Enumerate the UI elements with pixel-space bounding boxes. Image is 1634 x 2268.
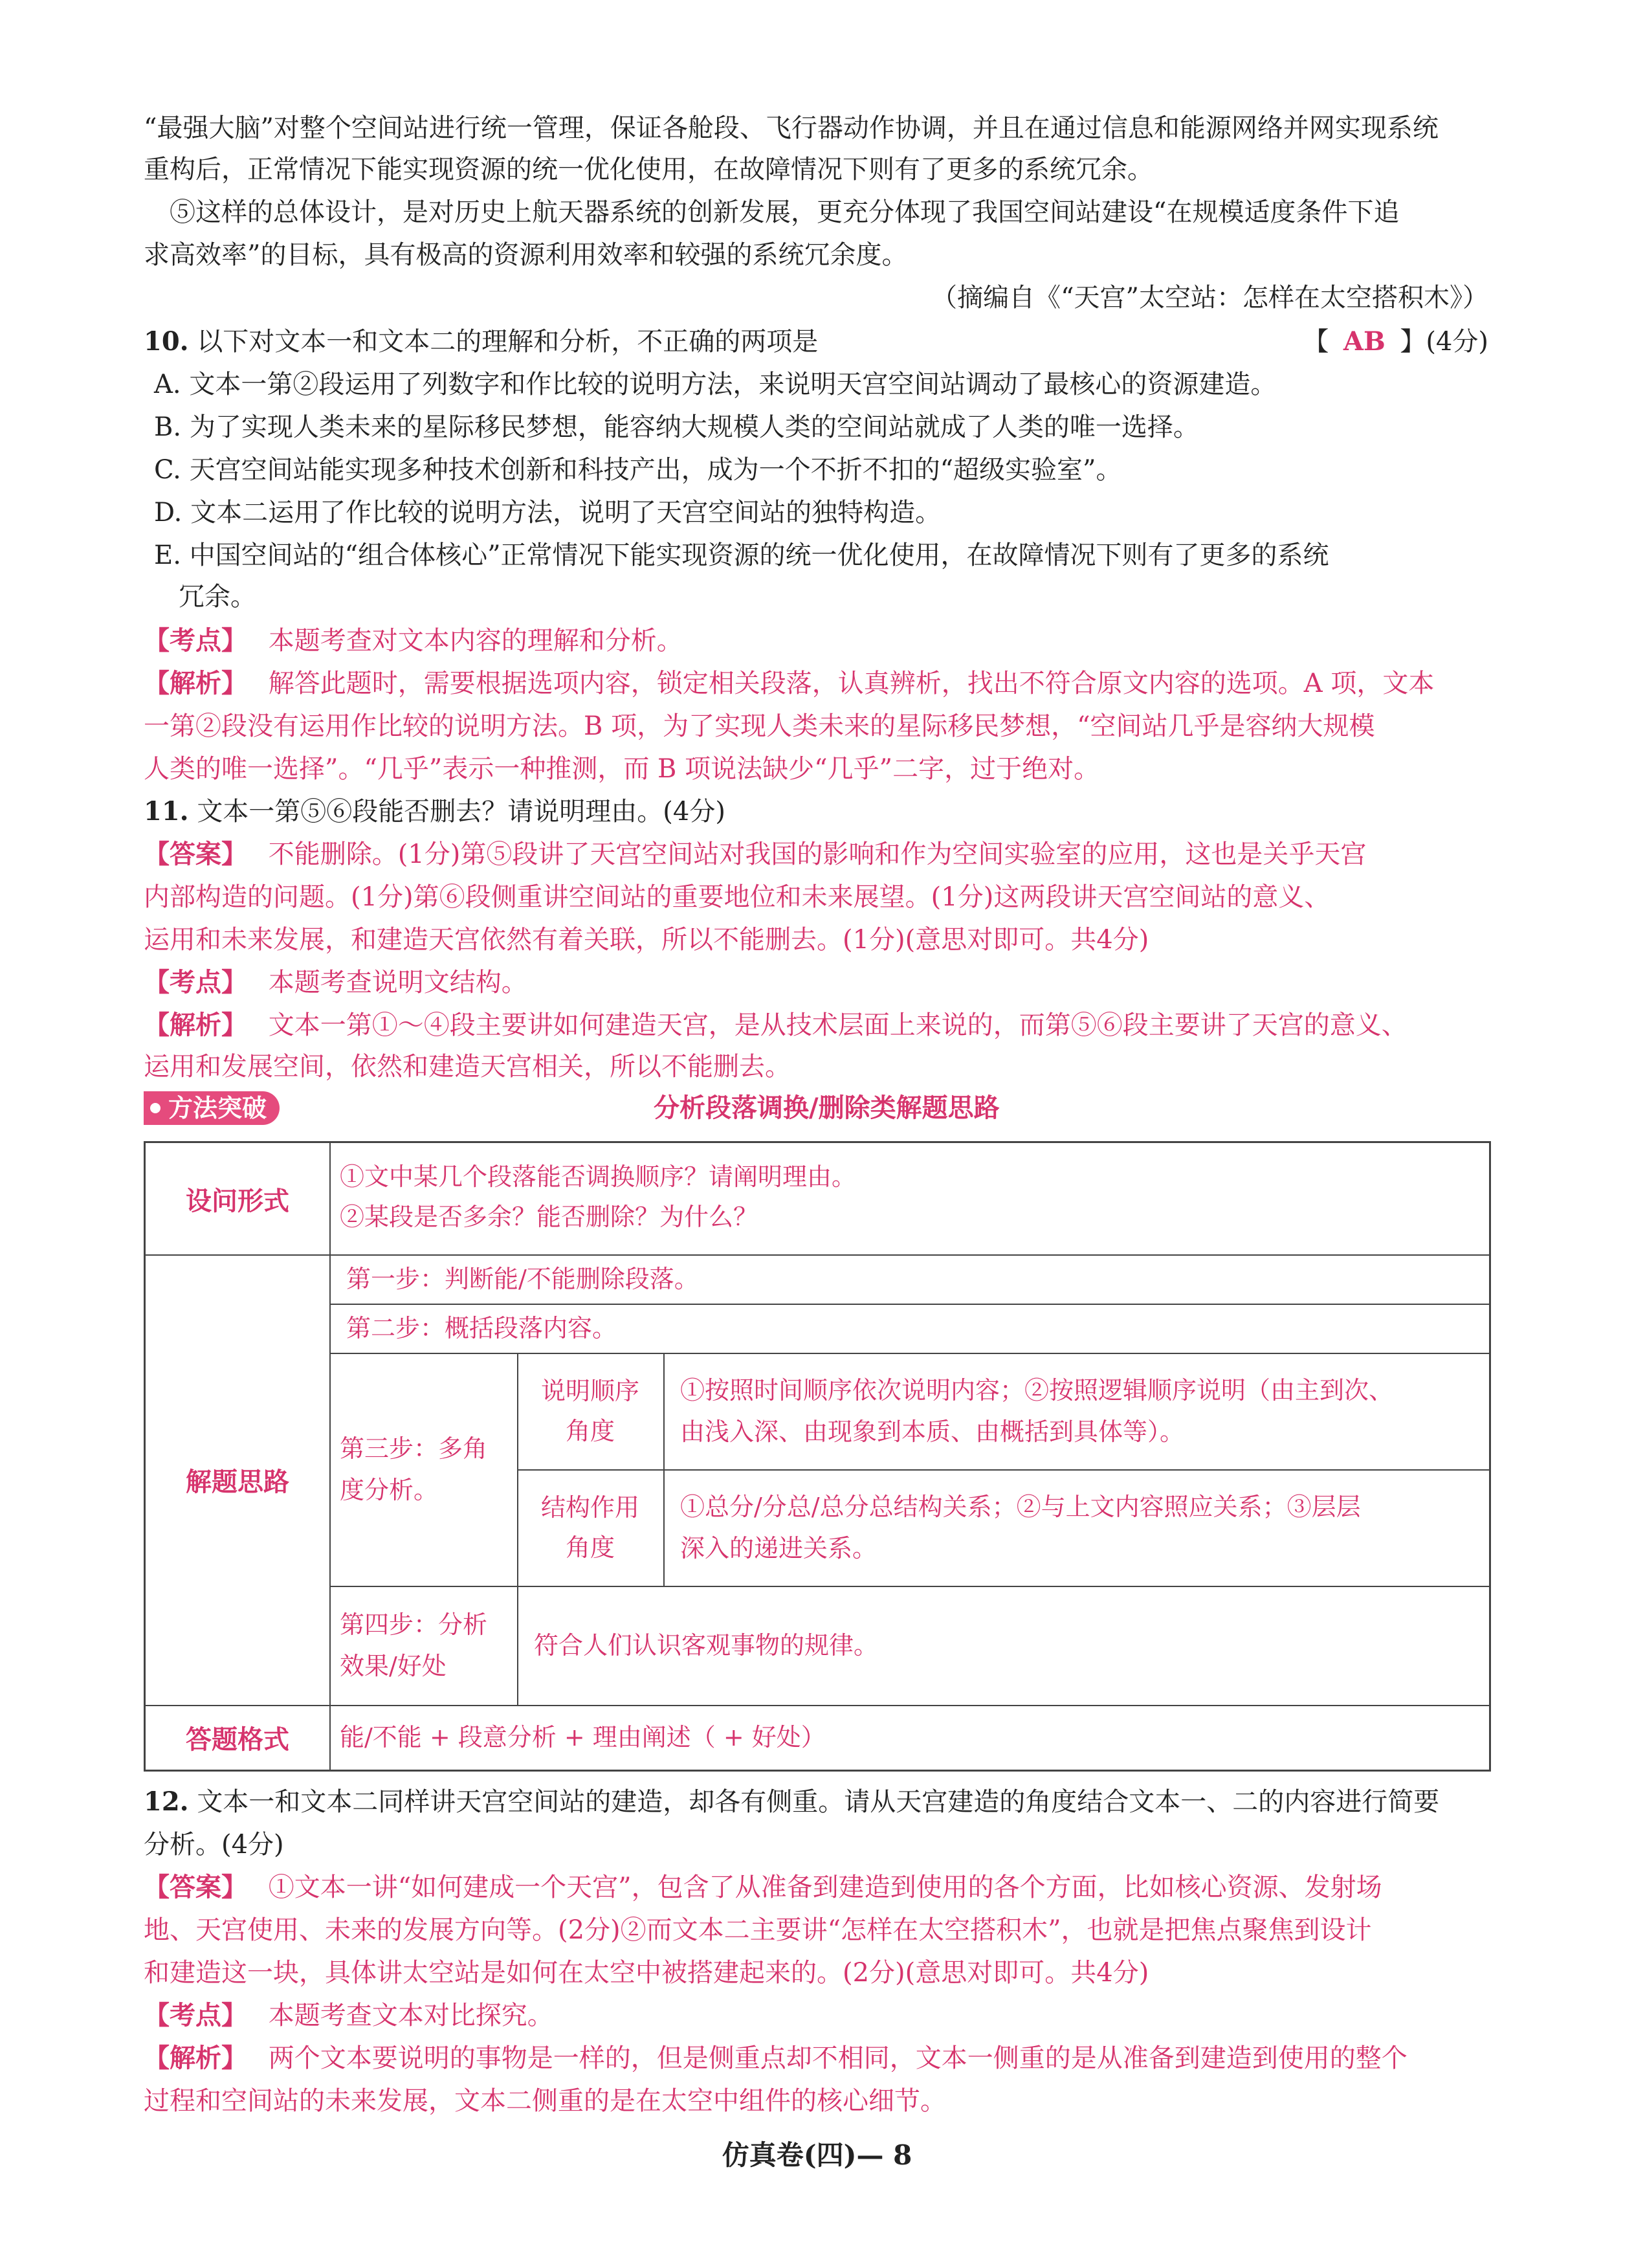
para5-line-2: 求高效率”的目标，具有极高的资源利用效率和较强的系统冗余度。: [144, 240, 908, 270]
q11-jiexi-line-1: [144, 1007, 1408, 1043]
q11-stem: [144, 794, 725, 830]
q10-jiexi-tag: 【解析】: [144, 669, 247, 698]
q10-option-b: B. 为了实现人类未来的星际移民梦想，能容纳大规模人类的空间站就成了人类的唯一选择。: [154, 412, 1199, 442]
q11-jiexi-line-2: 运用和发展空间，依然和建造天宫相关，所以不能删去。: [144, 1052, 791, 1082]
method-title: 分析段落调换/删除类解题思路: [654, 1093, 1000, 1123]
q10-kaodian: [144, 623, 683, 659]
step-4-desc: 符合人们认识客观事物的规律。: [534, 1631, 879, 1660]
angle-order-line-2: 角度: [565, 1417, 615, 1445]
q10-kaodian-tag: 【考点】: [144, 626, 247, 656]
q11-stem-text: 文本一第⑤⑥段能否删去？请说明理由。(4分): [197, 797, 725, 827]
q11-jiexi-text-1: 文本一第①～④段主要讲如何建造天宫，是从技术层面上来说的，而第⑤⑥段主要讲了天宫的意义、: [268, 1010, 1408, 1040]
q11-answer-text-1: 不能删除。(1分)第⑤段讲了天宫空间站对我国的影响和作为空间实验室的应用，这也是关乎天宫: [268, 839, 1367, 869]
step-3: [340, 1428, 514, 1511]
q12-kaodian: [144, 1997, 553, 2034]
q12-answer-line-3: 和建造这一块，具体讲太空站是如何在太空中被搭建起来的。(2分)(意思对即可。共4分): [144, 1958, 1149, 1988]
question-form-line-1: ①文中某几个段落能否调换顺序？请阐明理由。: [340, 1162, 857, 1191]
q10-stem-text: 以下对文本一和文本二的理解和分析，不正确的两项是: [197, 327, 819, 357]
q11-kaodian: [144, 964, 527, 1001]
q12-answer-line-2: 地、天宫使用、未来的发展方向等。(2分)②而文本二主要讲“怎样在太空搭积木”，也就是把焦点聚焦到设计: [144, 1915, 1372, 1945]
method-table: [144, 1141, 1491, 1772]
q10-kaodian-text: 本题考查对文本内容的理解和分析。: [268, 626, 683, 656]
q10-answer-open: 【: [1303, 327, 1329, 357]
q12-answer-text-1: ①文本一讲“如何建成一个天宫”，包含了从准备到建造到使用的各个方面，比如核心资源、发射场: [268, 1873, 1382, 1902]
angle-order-desc-line-2: 由浅入深、由现象到本质、由概括到具体等）。: [680, 1418, 1185, 1446]
angle-order-desc: [680, 1370, 1483, 1452]
q12-number: 12.: [144, 1786, 189, 1817]
angle-order-desc-line-1: ①按照时间顺序依次说明内容；②按照逻辑顺序说明（由主到次、: [680, 1376, 1394, 1405]
angle-structure-desc-line-2: 深入的递进关系。: [680, 1534, 878, 1562]
table-divider: [329, 1143, 331, 1770]
q10-option-a: A. 文本一第②段运用了列数字和作比较的说明方法，来说明天宫空间站调动了最核心的资源建造。: [154, 370, 1277, 399]
q10-option-e-cont: 冗余。: [179, 582, 256, 612]
para5-line-1: ⑤这样的总体设计，是对历史上航天器系统的创新发展，更充分体现了我国空间站建设“在规模适度条件下追: [170, 197, 1400, 227]
step-4-line-2: 效果/好处: [340, 1652, 447, 1680]
q10-jiexi-line-1: [144, 665, 1434, 702]
row-header-answer-format: 答题格式: [186, 1724, 289, 1755]
angle-structure-desc: [680, 1486, 1483, 1569]
q10-option-e: E. 中国空间站的“组合体核心”正常情况下能实现资源的统一优化使用，在故障情况下则有了更多的系统: [154, 540, 1329, 570]
q11-answer-tag: 【答案】: [144, 839, 247, 869]
step-2: 第二步：概括段落内容。: [346, 1314, 617, 1342]
table-divider: [329, 1304, 1489, 1305]
table-divider: [329, 1586, 1489, 1587]
q11-jiexi-tag: 【解析】: [144, 1010, 247, 1040]
q12-kaodian-text: 本题考查文本对比探究。: [268, 2001, 553, 2030]
step-3-line-1: 第三步：多角: [340, 1434, 488, 1463]
q10-jiexi-text-1: 解答此题时，需要根据选项内容，锁定相关段落，认真辨析，找出不符合原文内容的选项。A 项，文本: [268, 669, 1435, 698]
answer-format-text: 能/不能 + 段意分析 + 理由阐述（ + 好处）: [340, 1723, 826, 1751]
angle-structure-desc-line-1: ①总分/分总/总分总结构关系；②与上文内容照应关系；③层层: [680, 1493, 1361, 1521]
q12-stem-line-1: [144, 1784, 1439, 1820]
page-footer: 仿真卷(四)— 8: [722, 2139, 912, 2171]
q10-option-c: C. 天宫空间站能实现多种技术创新和科技产出，成为一个不折不扣的“超级实验室”。: [154, 455, 1122, 485]
step-4: [340, 1604, 514, 1687]
q12-stem-text-1: 文本一和文本二同样讲天宫空间站的建造，却各有侧重。请从天宫建造的角度结合文本一、二的内容进行简要: [197, 1787, 1440, 1817]
q11-kaodian-tag: 【考点】: [144, 968, 247, 997]
q12-jiexi-text-1: 两个文本要说明的事物是一样的，但是侧重点却不相同，文本一侧重的是从准备到建造到使用的整个: [268, 2043, 1408, 2073]
q11-kaodian-text: 本题考查说明文结构。: [268, 968, 527, 997]
method-badge: 方法突破: [144, 1091, 280, 1125]
q10-answer-close: 】(4分): [1400, 327, 1488, 357]
table-divider: [146, 1705, 1489, 1706]
q10-jiexi-line-2: 一第②段没有运用作比较的说明方法。B 项，为了实现人类未来的星际移民梦想，“空间站几乎是容纳大规模: [144, 711, 1375, 741]
step-4-line-1: 第四步：分析: [340, 1610, 488, 1639]
q10-stem: [144, 324, 818, 360]
q10-answer-box: [1303, 324, 1488, 360]
q10-jiexi-line-3: 人类的唯一选择”。“几乎”表示一种推测，而 B 项说法缺少“几乎”二字，过于绝对。: [144, 754, 1100, 784]
angle-order: [517, 1353, 663, 1469]
q12-jiexi-tag: 【解析】: [144, 2043, 247, 2073]
row-header-solving-approach: 解题思路: [186, 1467, 289, 1497]
angle-structure-line-2: 角度: [565, 1533, 615, 1562]
q11-answer-line-3: 运用和未来发展，和建造天宫依然有着关联，所以不能删去。(1分)(意思对即可。共4分): [144, 925, 1149, 955]
angle-structure-line-1: 结构作用: [540, 1493, 639, 1522]
q11-answer-line-2: 内部构造的问题。(1分)第⑥段侧重讲空间站的重要地位和未来展望。(1分)这两段讲天宫空间站的意义、: [144, 882, 1330, 912]
intro-line-1: “最强大脑”对整个空间站进行统一管理，保证各舱段、飞行器动作协调，并且在通过信息和能源网络并网实现系统: [144, 113, 1439, 143]
q12-answer-tag: 【答案】: [144, 1873, 247, 1902]
table-divider: [329, 1353, 1489, 1354]
q12-kaodian-tag: 【考点】: [144, 2001, 247, 2030]
angle-structure: [517, 1469, 663, 1586]
angle-order-line-1: 说明顺序: [540, 1377, 639, 1405]
q12-jiexi-line-2: 过程和空间站的未来发展，文本二侧重的是在太空中组件的核心细节。: [144, 2086, 946, 2116]
row-header-question-form: 设问形式: [186, 1186, 289, 1216]
q12-answer-line-1: [144, 1869, 1382, 1906]
q11-number: 11.: [144, 796, 189, 827]
q12-jiexi-line-1: [144, 2040, 1408, 2076]
q10-option-d: D. 文本二运用了作比较的说明方法，说明了天宫空间站的独特构造。: [154, 498, 942, 528]
intro-line-2: 重构后，正常情况下能实现资源的统一优化使用，在故障情况下则有了更多的系统冗余。: [144, 155, 1153, 184]
q11-answer-line-1: [144, 836, 1366, 873]
table-divider: [146, 1254, 1489, 1256]
q10-answer-value: AB: [1343, 326, 1386, 357]
step-1: 第一步：判断能/不能删除段落。: [346, 1265, 699, 1293]
source-citation: （摘编自《“天宫”太空站：怎样在太空搭积木》）: [931, 283, 1488, 313]
step-3-line-2: 度分析。: [340, 1476, 439, 1504]
q12-stem-line-2: 分析。(4分): [144, 1830, 284, 1860]
question-form-line-2: ②某段是否多余？能否删除？为什么？: [340, 1203, 758, 1231]
q10-number: 10.: [144, 326, 189, 357]
